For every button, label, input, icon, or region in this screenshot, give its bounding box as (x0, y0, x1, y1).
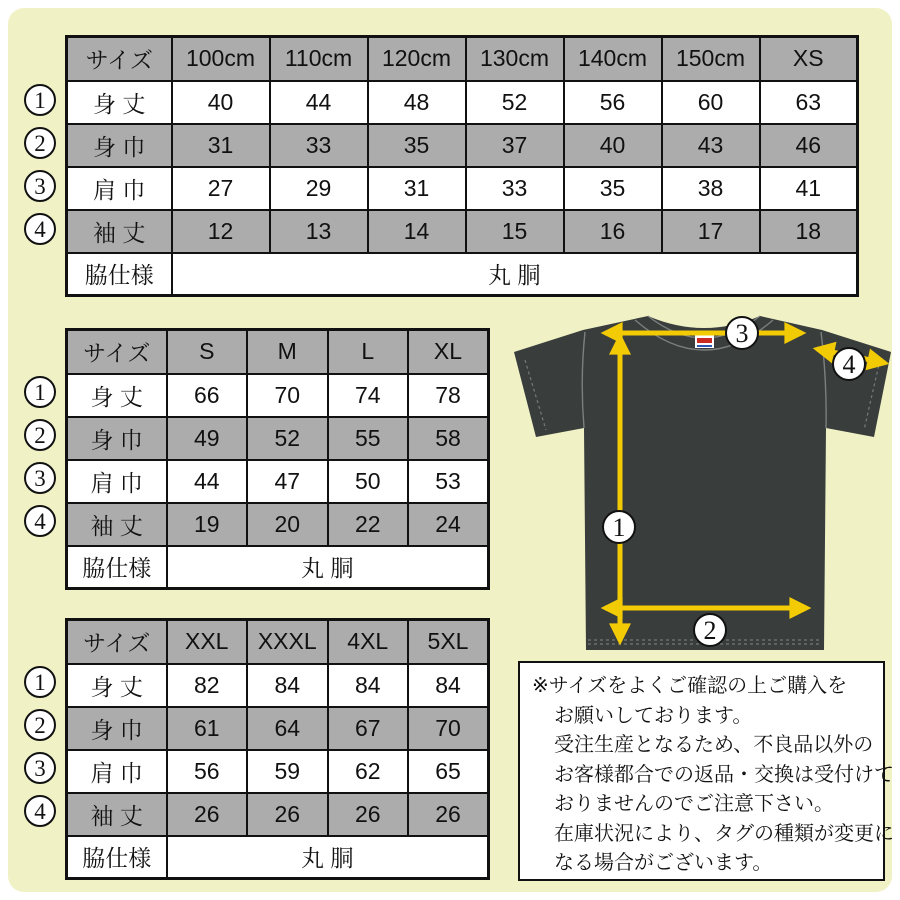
row-label: 肩 巾 (67, 167, 172, 210)
row-marker-3: 3 (24, 752, 56, 784)
collar-brand-tag (695, 335, 714, 348)
table-header-row (67, 330, 489, 374)
row-label: 袖 丈 (67, 503, 167, 546)
table-cell: 35 (564, 167, 662, 210)
column-header: 100cm (172, 37, 270, 81)
table-cell: 84 (328, 664, 409, 707)
table-cell: 60 (662, 81, 760, 124)
row-label: 身 巾 (67, 124, 172, 167)
table-cell: 74 (328, 374, 409, 417)
table-row (67, 664, 489, 707)
table-cell: 26 (328, 793, 409, 836)
row-label: 身 巾 (67, 417, 167, 460)
table-cell: 63 (760, 81, 858, 124)
table-cell: 70 (408, 707, 489, 750)
table-cell: 40 (564, 124, 662, 167)
table-cell: 44 (270, 81, 368, 124)
row-marker-1: 1 (24, 666, 56, 698)
table-cell: 17 (662, 210, 760, 253)
table-cell: 52 (247, 417, 328, 460)
row-marker-3: 3 (24, 170, 56, 202)
diagram-marker-2: 2 (703, 616, 717, 645)
table-cell: 24 (408, 503, 489, 546)
row-marker-2: 2 (24, 419, 56, 451)
table-header-row (67, 37, 858, 81)
column-header: XS (760, 37, 858, 81)
table-cell: 20 (247, 503, 328, 546)
table-cell: 56 (167, 750, 248, 793)
table-row (67, 460, 489, 503)
table-cell: 27 (172, 167, 270, 210)
diagram-marker-1: 1 (612, 513, 626, 542)
row-label: 身 丈 (67, 374, 167, 417)
table-cell: 64 (247, 707, 328, 750)
column-header: XXL (167, 620, 248, 664)
table-cell: 47 (247, 460, 328, 503)
table-cell: 49 (167, 417, 248, 460)
table-cell: 33 (270, 124, 368, 167)
column-header: サイズ (67, 620, 167, 664)
column-header: 150cm (662, 37, 760, 81)
table-cell: 15 (466, 210, 564, 253)
row-label: 肩 巾 (67, 750, 167, 793)
table-row (67, 124, 858, 167)
column-header: 110cm (270, 37, 368, 81)
row-marker-4: 4 (24, 213, 56, 245)
table-row (67, 167, 858, 210)
diagram-marker-4: 4 (842, 350, 856, 379)
row-marker-1: 1 (24, 84, 56, 116)
table-cell: 46 (760, 124, 858, 167)
table-cell: 53 (408, 460, 489, 503)
table-cell: 48 (368, 81, 466, 124)
row-label: 袖 丈 (67, 793, 167, 836)
table-cell: 82 (167, 664, 248, 707)
table-cell: 41 (760, 167, 858, 210)
table-header-row (67, 620, 489, 664)
table-cell-merged: 丸 胴 (167, 836, 489, 879)
column-header: XXXL (247, 620, 328, 664)
column-header: M (247, 330, 328, 374)
note-line: 在庫状況により、タグの種類が変更に (554, 822, 894, 845)
table-cell: 67 (328, 707, 409, 750)
table-row (67, 750, 489, 793)
row-marker-1: 1 (24, 376, 56, 408)
row-label: 袖 丈 (67, 210, 172, 253)
table-cell: 70 (247, 374, 328, 417)
size-table-xxl-5xl (65, 618, 490, 880)
note-line: なる場合がございます。 (554, 852, 773, 874)
table-cell: 52 (466, 81, 564, 124)
table-cell: 84 (408, 664, 489, 707)
table-cell: 31 (368, 167, 466, 210)
size-table-s-xl (65, 328, 490, 590)
row-label: 脇仕様 (67, 253, 172, 296)
table-cell: 31 (172, 124, 270, 167)
table-cell: 26 (408, 793, 489, 836)
column-header: サイズ (67, 330, 167, 374)
row-marker-3: 3 (24, 462, 56, 494)
diagram-marker-3: 3 (735, 319, 749, 348)
row-label: 脇仕様 (67, 836, 167, 879)
row-marker-4: 4 (24, 795, 56, 827)
row-marker-4: 4 (24, 505, 56, 537)
table-cell: 62 (328, 750, 409, 793)
table-cell: 19 (167, 503, 248, 546)
table-cell: 26 (167, 793, 248, 836)
table-cell: 58 (408, 417, 489, 460)
table-cell: 44 (167, 460, 248, 503)
table-cell: 29 (270, 167, 368, 210)
table-cell: 26 (247, 793, 328, 836)
note-line: お客様都合での返品・交換は受付けて (554, 763, 894, 786)
table-cell: 61 (167, 707, 248, 750)
table-footer-row (67, 836, 489, 879)
table-cell: 13 (270, 210, 368, 253)
table-footer-row (67, 546, 489, 589)
column-header: 5XL (408, 620, 489, 664)
column-header: 4XL (328, 620, 409, 664)
row-marker-2: 2 (24, 127, 56, 159)
table-cell: 18 (760, 210, 858, 253)
table-cell: 56 (564, 81, 662, 124)
column-header: XL (408, 330, 489, 374)
table-cell: 12 (172, 210, 270, 253)
table-cell-merged: 丸 胴 (167, 546, 489, 589)
row-label: 身 丈 (67, 81, 172, 124)
table-cell: 33 (466, 167, 564, 210)
column-header: S (167, 330, 248, 374)
table-cell: 78 (408, 374, 489, 417)
table-cell: 14 (368, 210, 466, 253)
column-header: 130cm (466, 37, 564, 81)
table-cell: 66 (167, 374, 248, 417)
table-row (67, 793, 489, 836)
table-cell: 35 (368, 124, 466, 167)
table-cell: 22 (328, 503, 409, 546)
table-cell: 37 (466, 124, 564, 167)
table-row (67, 503, 489, 546)
note-line: 受注生産となるため、不良品以外の (554, 734, 874, 756)
table-row (67, 81, 858, 124)
table-row (67, 210, 858, 253)
purchase-note-box (518, 661, 894, 881)
column-header: サイズ (67, 37, 172, 81)
column-header: 120cm (368, 37, 466, 81)
table-cell: 38 (662, 167, 760, 210)
column-header: L (328, 330, 409, 374)
table-cell: 55 (328, 417, 409, 460)
table-row (67, 417, 489, 460)
table-cell: 84 (247, 664, 328, 707)
size-table-kids-xs (65, 35, 859, 297)
table-cell: 50 (328, 460, 409, 503)
table-row (67, 374, 489, 417)
table-cell-merged: 丸 胴 (172, 253, 858, 296)
note-line: おりませんのでご注意下さい。 (554, 793, 834, 815)
row-label: 身 巾 (67, 707, 167, 750)
table-row (67, 707, 489, 750)
row-label: 脇仕様 (67, 546, 167, 589)
tshirt-measurement-diagram (505, 308, 900, 660)
row-marker-2: 2 (24, 709, 56, 741)
row-label: 身 丈 (67, 664, 167, 707)
row-label: 肩 巾 (67, 460, 167, 503)
note-line: ※サイズをよくご確認の上ご購入を (532, 675, 848, 697)
table-cell: 65 (408, 750, 489, 793)
table-cell: 43 (662, 124, 760, 167)
table-cell: 40 (172, 81, 270, 124)
column-header: 140cm (564, 37, 662, 81)
table-cell: 16 (564, 210, 662, 253)
note-line: お願いしております。 (554, 704, 753, 727)
table-cell: 59 (247, 750, 328, 793)
table-footer-row (67, 253, 858, 296)
